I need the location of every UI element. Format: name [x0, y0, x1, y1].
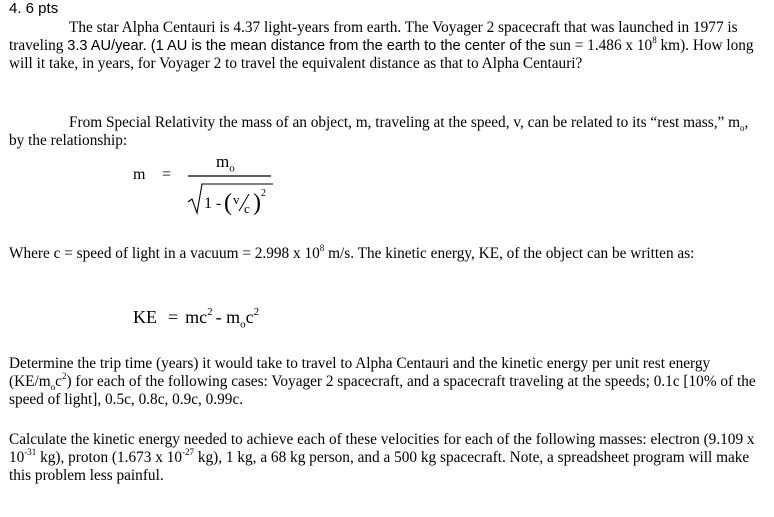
- para3-exponent: 8: [319, 242, 325, 253]
- para4-text-a: Determine the trip time (years) it would take to travel to Alpha Centauri and the kinetic energy per unit rest energy (KE/m: [9, 355, 711, 390]
- para2-subscript: o: [740, 123, 745, 134]
- eq2-lhs: KE: [133, 307, 157, 327]
- eq1-lhs: m: [133, 166, 146, 183]
- eq1-sqrt-one: 1 -: [204, 195, 222, 212]
- para1-text-b: sun = 1.486 x 10: [545, 37, 653, 54]
- eq1-fraction-radical: [183, 172, 275, 218]
- para5-exponent-electron: -31: [24, 446, 37, 457]
- para2-text-b: , by the relationship:: [9, 114, 749, 149]
- para1-text-a: The star Alpha Centauri is 4.37 light-years from earth. The Voyager 2 spacecraft that was launched in 1977 is traveling: [9, 19, 738, 54]
- paragraph-relativity-intro: [9, 114, 759, 150]
- eq1-v: v: [233, 192, 240, 207]
- eq1-numerator: $m_o$: [216, 152, 235, 175]
- paragraph-kinetic-energy-intro: [9, 242, 759, 263]
- eq2-sub: o: [240, 318, 246, 331]
- para1-text-sans: 3.3 AU/year. (1 AU is the mean distance from the earth to the center of the: [67, 38, 546, 54]
- eq2-term1: mc: [185, 307, 208, 327]
- problem-header: 4. 6 pts: [9, 0, 59, 17]
- svg-text:(: (: [224, 190, 232, 216]
- equation-kinetic-energy: [133, 306, 260, 331]
- para4-subscript: o: [50, 382, 56, 393]
- eq2-exp1: 2: [207, 306, 213, 318]
- paragraph-voyager-question: [9, 19, 759, 73]
- eq2-term2: c: [245, 307, 254, 327]
- para5-text-a: Calculate the kinetic energy needed to achieve each of these velocities for each of the following masses: electron (9.109 x 10: [9, 431, 755, 466]
- eq2-exp2: 2: [253, 306, 260, 318]
- para1-exponent: 8: [652, 34, 657, 45]
- para4-text-b: c: [55, 373, 62, 390]
- para5-text-c: kg), 1 kg, a 68 kg person, and a 500 kg spacecraft. Note, a spreadsheet program will make this problem less painful.: [9, 449, 750, 484]
- para3-text-b: m/s. The kinetic energy, KE, of the object can be written as:: [324, 245, 695, 262]
- paragraph-trip-time-task: [9, 355, 759, 409]
- eq1-equals: =: [162, 166, 172, 183]
- para4-text-c: ) for each of the following cases: Voyager 2 spacecraft, and a spacecraft traveling at the speeds; 0.1c [10% of the speed of light], 0.5c, 0.8c, 0.9c, 0.99c.: [9, 373, 756, 408]
- eq1-c: c: [244, 201, 250, 216]
- para5-exponent-proton: -27: [182, 446, 195, 457]
- svg-text:): ): [253, 190, 261, 216]
- eq1-exponent: 2: [261, 188, 266, 199]
- para1-text-c: km). How long will it take, in years, for Voyager 2 to travel the equivalent distance as that to Alpha Centauri?: [9, 37, 754, 72]
- para4-exponent: 2: [61, 370, 67, 381]
- para2-text-a: From Special Relativity the mass of an object, m, traveling at the speed, v, can be related to its “rest mass,” m: [69, 114, 741, 131]
- para5-text-b: kg), proton (1.673 x 10: [36, 449, 183, 466]
- eq2-equals: =: [168, 307, 179, 327]
- eq2-minus-m: - m: [215, 307, 241, 327]
- para3-text-a: Where c = speed of light in a vacuum = 2.998 x 10: [9, 245, 320, 262]
- paragraph-kinetic-energy-task: [9, 431, 759, 485]
